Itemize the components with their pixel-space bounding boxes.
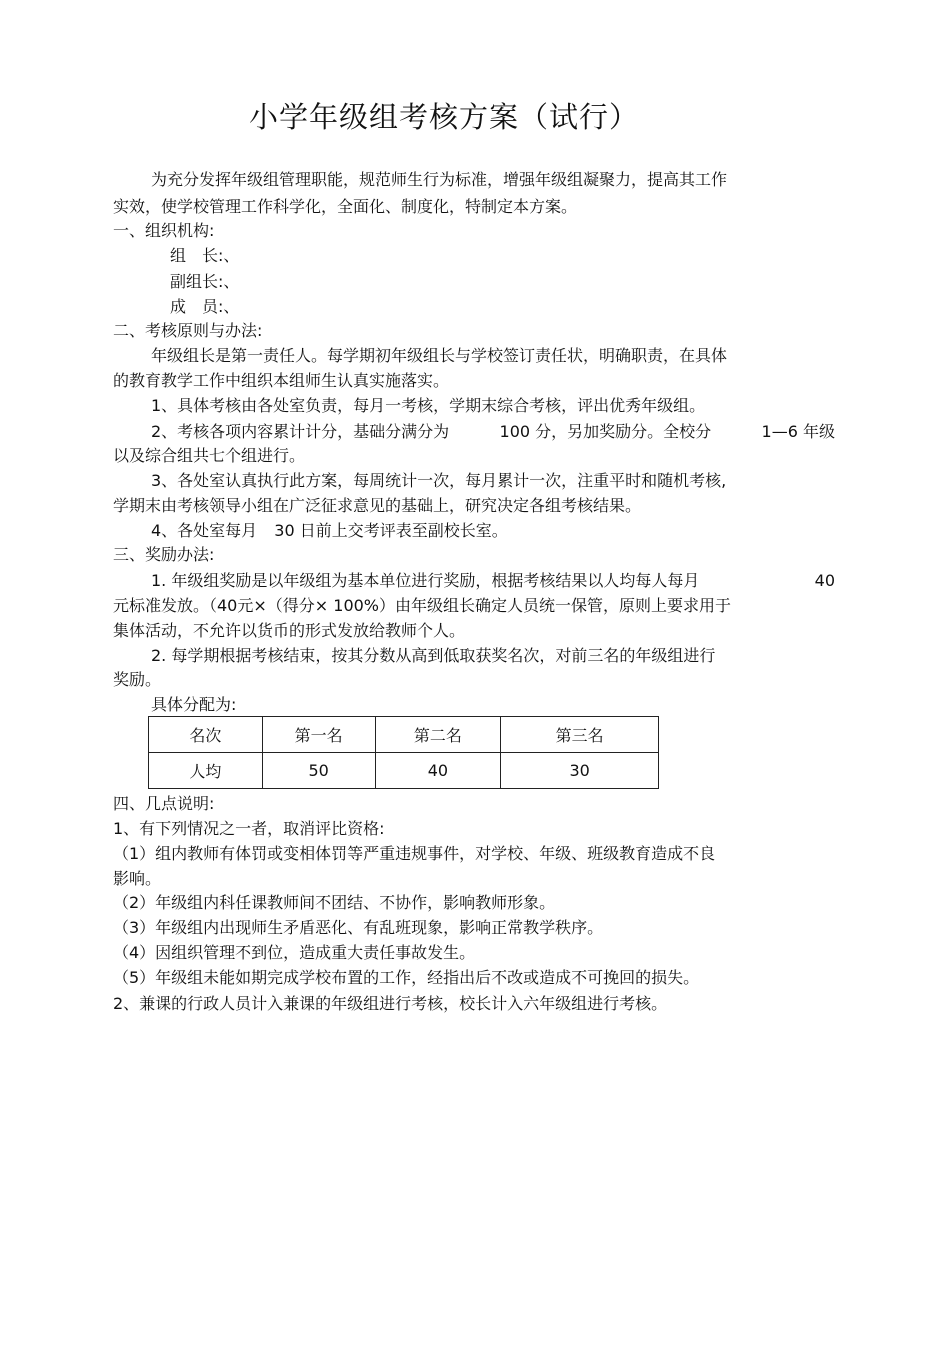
- item-2-part-b: 100 分，另加奖励分。全校分: [499, 422, 712, 441]
- table-cell: 30: [501, 753, 659, 789]
- section-1-heading: 一、组织机构:: [113, 221, 215, 240]
- intro-line-2: 实效，使学校管理工作科学化，全面化、制度化，特制定本方案。: [113, 197, 578, 216]
- table-header-cell: 第三名: [501, 717, 659, 753]
- table-cell: 50: [262, 753, 375, 789]
- section-2-item-2-line-2: 以及综合组共七个组进行。: [113, 446, 306, 465]
- case-5: （5）年级组未能如期完成学校布置的工作，经指出后不改或造成不可挽回的损失。: [113, 968, 700, 987]
- section-3-item-1-line-2: 元标准发放。（40元×（得分× 100%）由年级组长确定人员统一保管，原则上要求用于: [113, 596, 732, 615]
- section-3-item-1-line-3: 集体活动，不允许以货币的形式发放给教师个人。: [113, 621, 466, 640]
- table-cell: 人均: [149, 753, 263, 789]
- case-1-line-2: 影响。: [113, 869, 162, 888]
- section-4-item-1: 1、有下列情况之一者，取消评比资格:: [113, 819, 385, 838]
- award-table: [148, 716, 659, 789]
- item-4-part-b: 30 日前上交考评表至副校长室。: [274, 521, 508, 540]
- section-2-item-3-line-1: 3、各处室认真执行此方案，每周统计一次，每月累计一次，注重平时和随机考核,: [151, 471, 727, 490]
- table-header-cell: 第二名: [375, 717, 501, 753]
- table-row: [149, 753, 659, 789]
- item-2-part-c: 1—6 年级: [761, 422, 835, 441]
- section-2-item-2-line-1: [151, 422, 835, 442]
- section-2-heading: 二、考核原则与办法:: [113, 321, 263, 340]
- table-header-row: [149, 717, 659, 753]
- case-3: （3）年级组内出现师生矛盾恶化、有乱班现象，影响正常教学秩序。: [113, 918, 604, 937]
- section-2-para-line-2: 的教育教学工作中组织本组师生认真实施落实。: [113, 371, 450, 390]
- section-2-item-3-line-2: 学期末由考核领导小组在广泛征求意见的基础上，研究决定各组考核结果。: [113, 496, 642, 515]
- item-1-part-a: 1. 年级组奖励是以年级组为基本单位进行奖励，根据考核结果以人均每人每月: [151, 571, 700, 590]
- case-4: （4）因组织管理不到位，造成重大责任事故发生。: [113, 943, 476, 962]
- section-3-heading: 三、奖励办法:: [113, 545, 215, 564]
- section-4-heading: 四、几点说明:: [113, 794, 215, 813]
- section-4-item-2: 2、兼课的行政人员计入兼课的年级组进行考核，校长计入六年级组进行考核。: [113, 994, 668, 1013]
- section-2-para-line-1: 年级组长是第一责任人。每学期初年级组长与学校签订责任状，明确职责，在具体: [151, 346, 728, 365]
- case-1-line-1: （1）组内教师有体罚或变相体罚等严重违规事件，对学校、年级、班级教育造成不良: [113, 844, 716, 863]
- item-1-part-b: 40: [814, 571, 835, 590]
- table-cell: 40: [375, 753, 501, 789]
- table-header-cell: 名次: [149, 717, 263, 753]
- case-2: （2）年级组内科任课教师间不团结、不协作，影响教师形象。: [113, 893, 556, 912]
- page-title: 小学年级组考核方案（试行）: [248, 100, 639, 134]
- intro-line-1: 为充分发挥年级组管理职能，规范师生行为标准，增强年级组凝聚力，提高其工作: [151, 170, 728, 189]
- member-members: 成 员:、: [170, 297, 240, 316]
- section-2-item-1: 1、具体考核由各处室负责，每月一考核，学期末综合考核，评出优秀年级组。: [151, 396, 706, 415]
- member-deputy: 副组长:、: [170, 272, 240, 291]
- table-header-cell: 第一名: [262, 717, 375, 753]
- distribution-label: 具体分配为:: [151, 695, 237, 714]
- item-4-part-a: 4、各处室每月: [151, 521, 258, 540]
- section-2-item-4: [151, 521, 891, 541]
- member-leader: 组 长:、: [170, 246, 240, 265]
- item-2-part-a: 2、考核各项内容累计计分，基础分满分为: [151, 422, 450, 441]
- section-3-item-1-line-1: [151, 571, 835, 591]
- section-3-item-2-line-2: 奖励。: [113, 670, 162, 689]
- section-3-item-2-line-1: 2. 每学期根据考核结束，按其分数从高到低取获奖名次，对前三名的年级组进行: [151, 646, 716, 665]
